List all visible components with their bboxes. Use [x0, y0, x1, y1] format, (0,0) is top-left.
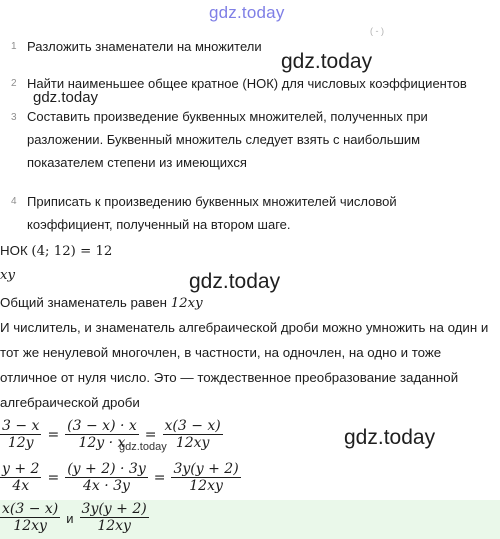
watermark: gdz.today: [119, 441, 167, 453]
common-denominator-text: Общий знаменатель равен: [0, 295, 167, 310]
common-denominator-line: [0, 292, 203, 316]
explanation-line: алгебраической дроби: [0, 395, 140, 410]
nok-args: (4; 12) = 12: [31, 244, 113, 259]
step-text: Найти наименьшее общее кратное (НОК) для числовых коэффициентов: [27, 76, 467, 91]
fraction: $\frac{(y + 2) \cdot 3y}{4x \cdot 3y}$: [67, 461, 146, 494]
watermark: gdz.today: [33, 89, 99, 106]
step-number: 1: [11, 41, 17, 52]
common-denominator-value: 12xy: [170, 296, 203, 311]
fraction: $\frac{x(3 - x)}{12xy}$: [164, 418, 221, 451]
watermark: gdz.today: [281, 50, 373, 73]
step-text: коэффициент, полученный на втором шаге.: [27, 217, 291, 232]
xy-line: xy: [0, 268, 16, 283]
fraction: $\frac{3y(y + 2)}{12xy}$: [173, 461, 239, 494]
step-text: Разложить знаменатели на множители: [27, 39, 262, 54]
nok-label: НОК: [0, 243, 28, 258]
explanation-line: И числитель, и знаменатель алгебраической дроби можно умножить на один и: [0, 320, 489, 335]
faint-fragment: ( - ): [370, 26, 384, 36]
step-text: Приписать к произведению буквенных множителей числовой: [27, 194, 397, 209]
step-text: Составить произведение буквенных множителей, полученных при: [27, 109, 428, 124]
equation-2: $\frac{y + 2}{4x}$ = $\frac{(y + 2) \cdot 3y}{4x \cdot 3y}$ = $\frac{3y(y + 2)}{12xy}$: [2, 461, 239, 494]
explanation-line: отличное от нуля число. Это — тождественное преобразование заданной: [0, 370, 459, 385]
step-number: 3: [11, 112, 17, 123]
step-text: показателем степени из имеющихся: [27, 155, 247, 170]
step-text: разложении. Буквенный множитель следует взять с наибольшим: [27, 132, 421, 147]
fraction: $\frac{x(3 - x)}{12xy}$: [2, 501, 59, 534]
explanation-line: тот же ненулевой многочлен, в частности, на одночлен, на одно и тоже: [0, 345, 442, 360]
fraction: $\frac{3 - x}{12y}$: [2, 418, 40, 451]
step-number: 4: [11, 196, 17, 207]
watermark: gdz.today: [344, 426, 436, 449]
step-number: 2: [11, 78, 17, 89]
fraction: $\frac{y + 2}{4x}$: [2, 461, 40, 494]
result-line: [0, 501, 149, 535]
fraction: $\frac{(3 - x) \cdot x}{12y \cdot x}$: [67, 418, 137, 451]
conjunction: и: [66, 510, 74, 526]
watermark: gdz.today: [189, 270, 281, 293]
watermark-top: gdz.today: [209, 3, 285, 22]
equation-1: $\frac{3 - x}{12y}$ = $\frac{(3 - x) \cdot x}{12y \cdot x}$ = $\frac{x(3 - x)}{12xy}$: [2, 418, 221, 451]
nok-line: [0, 240, 112, 264]
fraction: $\frac{3y(y + 2)}{12xy}$: [81, 501, 147, 534]
